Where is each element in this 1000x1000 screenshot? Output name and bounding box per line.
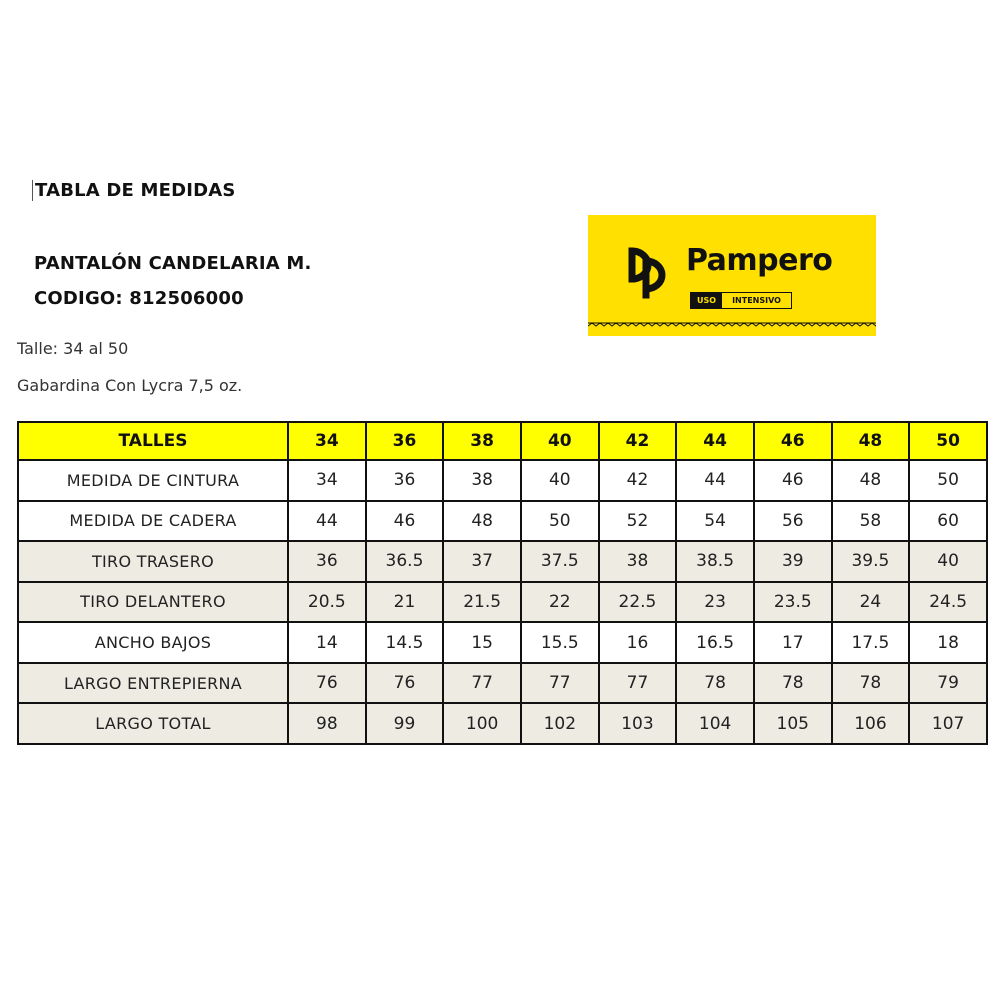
- header-label-cell: TALLES: [18, 422, 288, 460]
- brand-name: Pampero: [686, 243, 833, 278]
- header-size-cell: 46: [754, 422, 832, 460]
- value-cell: 50: [521, 501, 599, 542]
- value-cell: 42: [599, 460, 677, 501]
- header-size-cell: 36: [366, 422, 444, 460]
- value-cell: 39: [754, 541, 832, 582]
- value-cell: 104: [676, 703, 754, 744]
- header-size-cell: 44: [676, 422, 754, 460]
- header-size-cell: 34: [288, 422, 366, 460]
- value-cell: 40: [909, 541, 987, 582]
- value-cell: 106: [832, 703, 910, 744]
- value-cell: 39.5: [832, 541, 910, 582]
- value-cell: 14: [288, 622, 366, 663]
- value-cell: 22: [521, 582, 599, 623]
- value-cell: 77: [521, 663, 599, 704]
- value-cell: 78: [676, 663, 754, 704]
- value-cell: 15: [443, 622, 521, 663]
- value-cell: 52: [599, 501, 677, 542]
- value-cell: 77: [443, 663, 521, 704]
- value-cell: 34: [288, 460, 366, 501]
- brand-tagline: [690, 292, 792, 309]
- header-size-cell: 42: [599, 422, 677, 460]
- value-cell: 18: [909, 622, 987, 663]
- value-cell: 17.5: [832, 622, 910, 663]
- value-cell: 38: [599, 541, 677, 582]
- row-label-cell: LARGO TOTAL: [18, 703, 288, 744]
- value-cell: 78: [754, 663, 832, 704]
- value-cell: 24.5: [909, 582, 987, 623]
- value-cell: 16.5: [676, 622, 754, 663]
- product-name: PANTALÓN CANDELARIA M.: [34, 253, 312, 274]
- value-cell: 46: [754, 460, 832, 501]
- value-cell: 23.5: [754, 582, 832, 623]
- row-label-cell: TIRO TRASERO: [18, 541, 288, 582]
- table-row: [18, 663, 987, 704]
- value-cell: 17: [754, 622, 832, 663]
- value-cell: 44: [288, 501, 366, 542]
- header-size-cell: 40: [521, 422, 599, 460]
- table-row: [18, 460, 987, 501]
- value-cell: 107: [909, 703, 987, 744]
- value-cell: 21: [366, 582, 444, 623]
- table-row: [18, 541, 987, 582]
- table-header-row: [18, 422, 987, 460]
- value-cell: 102: [521, 703, 599, 744]
- value-cell: 36: [288, 541, 366, 582]
- table-row: [18, 703, 987, 744]
- value-cell: 54: [676, 501, 754, 542]
- value-cell: 14.5: [366, 622, 444, 663]
- value-cell: 36: [366, 460, 444, 501]
- value-cell: 76: [366, 663, 444, 704]
- value-cell: 15.5: [521, 622, 599, 663]
- value-cell: 77: [599, 663, 677, 704]
- value-cell: 37.5: [521, 541, 599, 582]
- value-cell: 58: [832, 501, 910, 542]
- value-cell: 36.5: [366, 541, 444, 582]
- header-size-cell: 38: [443, 422, 521, 460]
- value-cell: 48: [832, 460, 910, 501]
- value-cell: 23: [676, 582, 754, 623]
- value-cell: 21.5: [443, 582, 521, 623]
- row-label-cell: ANCHO BAJOS: [18, 622, 288, 663]
- value-cell: 79: [909, 663, 987, 704]
- value-cell: 40: [521, 460, 599, 501]
- row-label-cell: MEDIDA DE CINTURA: [18, 460, 288, 501]
- value-cell: 22.5: [599, 582, 677, 623]
- value-cell: 38.5: [676, 541, 754, 582]
- table-row: [18, 622, 987, 663]
- brand-tag-right: INTENSIVO: [732, 296, 781, 305]
- value-cell: 20.5: [288, 582, 366, 623]
- value-cell: 105: [754, 703, 832, 744]
- value-cell: 24: [832, 582, 910, 623]
- table-row: [18, 582, 987, 623]
- table-row: [18, 501, 987, 542]
- value-cell: 76: [288, 663, 366, 704]
- value-cell: 37: [443, 541, 521, 582]
- header-size-cell: 48: [832, 422, 910, 460]
- fabric-note: Gabardina Con Lycra 7,5 oz.: [17, 376, 243, 395]
- value-cell: 60: [909, 501, 987, 542]
- header-size-cell: 50: [909, 422, 987, 460]
- size-range-note: Talle: 34 al 50: [17, 339, 129, 358]
- size-chart-table: [17, 421, 988, 745]
- value-cell: 78: [832, 663, 910, 704]
- brand-tag-left: USO: [691, 293, 722, 308]
- value-cell: 98: [288, 703, 366, 744]
- row-label-cell: TIRO DELANTERO: [18, 582, 288, 623]
- value-cell: 38: [443, 460, 521, 501]
- document-title: TABLA DE MEDIDAS: [32, 180, 236, 201]
- value-cell: 16: [599, 622, 677, 663]
- value-cell: 100: [443, 703, 521, 744]
- value-cell: 46: [366, 501, 444, 542]
- value-cell: 56: [754, 501, 832, 542]
- row-label-cell: MEDIDA DE CADERA: [18, 501, 288, 542]
- value-cell: 44: [676, 460, 754, 501]
- value-cell: 50: [909, 460, 987, 501]
- value-cell: 99: [366, 703, 444, 744]
- row-label-cell: LARGO ENTREPIERNA: [18, 663, 288, 704]
- value-cell: 48: [443, 501, 521, 542]
- value-cell: 103: [599, 703, 677, 744]
- product-code: CODIGO: 812506000: [34, 288, 244, 309]
